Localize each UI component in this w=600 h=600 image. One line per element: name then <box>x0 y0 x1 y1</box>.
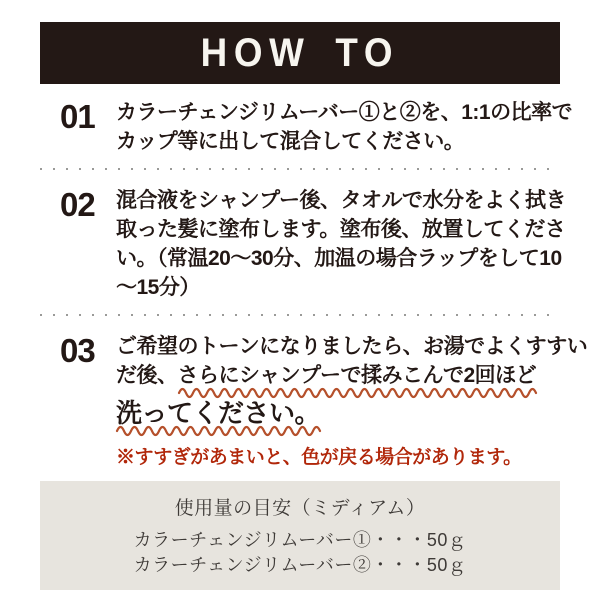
howto-header-bar <box>40 22 560 84</box>
step-03-line-3-emphasis: 洗ってください。 <box>116 399 320 428</box>
step-02-number: 02 <box>60 186 95 223</box>
usage-amount-box <box>40 481 560 590</box>
step-02-line-2: 取った髪に塗布します。塗布後、放置してくださ <box>116 218 566 241</box>
step-03-line-2 <box>116 361 587 390</box>
dotted-divider-1 <box>40 168 560 170</box>
step-03-line-1: ご希望のトーンになりましたら、お湯でよくすすい <box>116 335 588 358</box>
step-02 <box>40 186 566 302</box>
dotted-divider-2 <box>40 314 560 316</box>
step-03-line-2-plain: だ後、 <box>116 364 178 387</box>
usage-box-title: 使用量の目安（ミディアム） <box>174 498 426 519</box>
step-02-line-3: い。（常温20〜30分、加温の場合ラップをして10 <box>116 247 562 270</box>
rinse-warning-note: ※すすぎがあまいと、色が戻る場合があります。 <box>116 447 522 468</box>
step-01-text <box>116 98 572 156</box>
step-03-number: 03 <box>60 332 95 369</box>
step-01-number: 01 <box>60 98 95 135</box>
step-02-text <box>116 186 566 302</box>
howto-title: HOW TO <box>200 30 400 75</box>
step-03-line-2-emphasis: さらにシャンプーで揉みこんで2回ほど <box>178 361 537 390</box>
step-02-line-4: 〜15分） <box>116 276 200 299</box>
step-03-text <box>116 332 587 469</box>
step-03-line-3 <box>116 399 587 428</box>
step-01 <box>40 98 573 156</box>
step-03 <box>40 332 588 469</box>
usage-row-remover-1: カラーチェンジリムーバー①・・・50ｇ <box>133 530 467 550</box>
step-01-line-1: カラーチェンジリムーバー①と②を、1:1の比率で <box>116 101 573 124</box>
step-01-line-2: カップ等に出して混合してください。 <box>116 130 465 153</box>
step-02-line-1: 混合液をシャンプー後、タオルで水分をよく拭き <box>116 189 566 212</box>
usage-row-remover-2: カラーチェンジリムーバー②・・・50ｇ <box>133 555 467 575</box>
